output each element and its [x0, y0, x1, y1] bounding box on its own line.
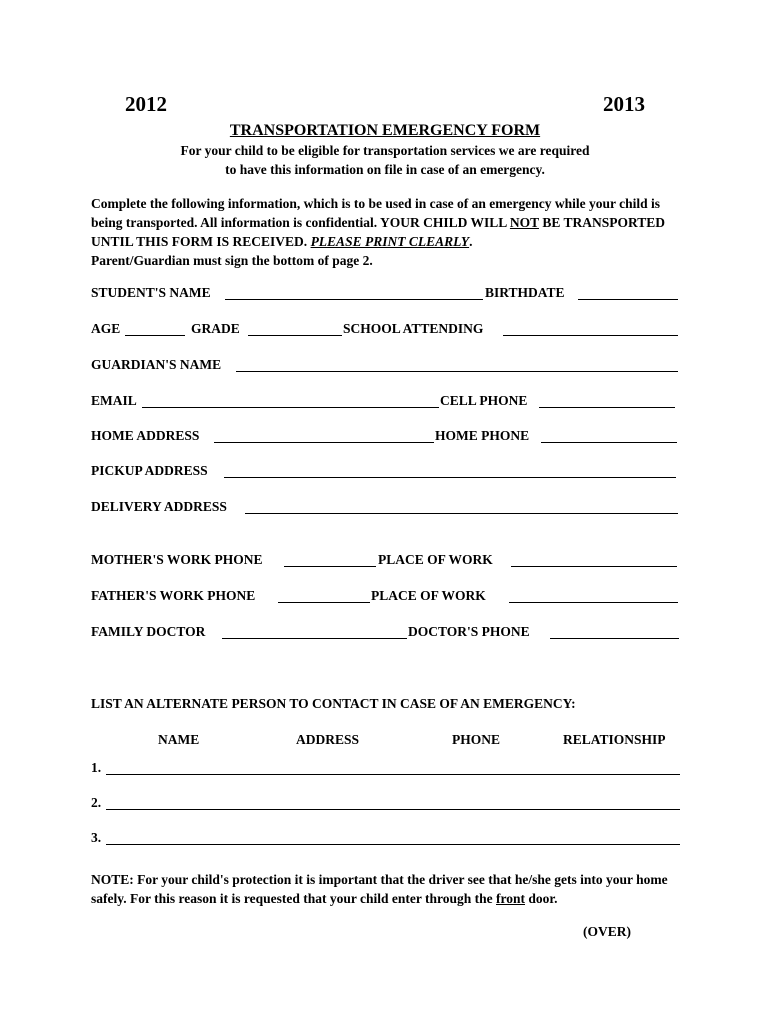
note-front: front — [496, 891, 526, 906]
doctor-phone-label: DOCTOR'S PHONE — [408, 624, 530, 639]
mother-work-phone-label: MOTHER'S WORK PHONE — [91, 552, 263, 567]
student-name-label: STUDENT'S NAME — [91, 285, 211, 300]
alternate-row1-field[interactable] — [106, 774, 680, 775]
note-text1: NOTE: For your child's protection it is important that the driver see that he/she gets into your home safely. For this reason it is requested that your child enter through the — [91, 872, 668, 906]
intro-paragraph — [91, 194, 691, 270]
guardian-name-field[interactable] — [236, 371, 678, 372]
intro-text4: Parent/Guardian must sign the bottom of page 2. — [91, 253, 373, 268]
grade-label: GRADE — [191, 321, 240, 336]
form-title — [0, 122, 770, 140]
note-text2: door. — [525, 891, 558, 906]
year-left: 2012 — [125, 92, 167, 116]
home-phone-label: HOME PHONE — [435, 428, 530, 443]
age-label: AGE — [91, 321, 121, 336]
pickup-address-label: PICKUP ADDRESS — [91, 463, 208, 478]
cell-phone-label: CELL PHONE — [440, 393, 528, 408]
alternate-row1-label: 1. — [91, 760, 102, 775]
father-work-phone-field[interactable] — [278, 602, 370, 603]
intro-not: NOT — [509, 215, 539, 230]
father-work-phone-label: FATHER'S WORK PHONE — [91, 588, 256, 603]
age-field[interactable] — [125, 335, 185, 336]
student-name-field[interactable] — [225, 299, 483, 300]
home-address-label: HOME ADDRESS — [91, 428, 200, 443]
delivery-address-field[interactable] — [245, 513, 678, 514]
alternate-row3-field[interactable] — [106, 844, 680, 845]
grade-field[interactable] — [248, 335, 342, 336]
intro-text3: . — [469, 234, 473, 249]
mother-work-phone-field[interactable] — [284, 566, 376, 567]
alternate-row2-field[interactable] — [106, 809, 680, 810]
subtitle-line1: For your child to be eligible for transportation services we are required — [180, 143, 590, 158]
subtitle-line2: to have this information on file in case of an emergency. — [225, 162, 545, 177]
doctor-phone-field[interactable] — [550, 638, 679, 639]
guardian-name-label: GUARDIAN'S NAME — [91, 357, 222, 372]
alternate-row2-label: 2. — [91, 795, 102, 810]
intro-text1: Complete the following information, which is to be used in case of an emergency while your child is being transported. All information is confidential. YOUR CHILD WILL — [91, 196, 660, 230]
birthdate-label: BIRTHDATE — [485, 285, 565, 300]
col-address-header: ADDRESS — [296, 732, 360, 747]
school-attending-field[interactable] — [503, 335, 678, 336]
home-address-field[interactable] — [214, 442, 434, 443]
note-paragraph — [91, 870, 691, 908]
mother-place-of-work-field[interactable] — [511, 566, 677, 567]
mother-place-of-work-label: PLACE OF WORK — [378, 552, 493, 567]
pickup-address-field[interactable] — [224, 477, 676, 478]
year-right: 2013 — [603, 92, 645, 116]
father-place-of-work-label: PLACE OF WORK — [371, 588, 486, 603]
alternate-row3-label: 3. — [91, 830, 102, 845]
email-field[interactable] — [142, 407, 439, 408]
alternate-heading: LIST AN ALTERNATE PERSON TO CONTACT IN CASE OF AN EMERGENCY: — [91, 696, 576, 711]
school-attending-label: SCHOOL ATTENDING — [343, 321, 484, 336]
form-title-text: TRANSPORTATION EMERGENCY FORM — [229, 122, 541, 139]
col-name-header: NAME — [158, 732, 200, 747]
father-place-of-work-field[interactable] — [509, 602, 678, 603]
family-doctor-field[interactable] — [222, 638, 407, 639]
birthdate-field[interactable] — [578, 299, 678, 300]
delivery-address-label: DELIVERY ADDRESS — [91, 499, 227, 514]
cell-phone-field[interactable] — [539, 407, 675, 408]
intro-print-clearly: PLEASE PRINT CLEARLY — [310, 234, 470, 249]
over-label: (OVER) — [583, 924, 631, 939]
family-doctor-label: FAMILY DOCTOR — [91, 624, 206, 639]
email-label: EMAIL — [91, 393, 137, 408]
intro-text2: BE TRANSPORTED UNTIL THIS FORM IS RECEIVED. — [91, 215, 665, 249]
col-phone-header: PHONE — [452, 732, 501, 747]
home-phone-field[interactable] — [541, 442, 677, 443]
col-relationship-header: RELATIONSHIP — [563, 732, 666, 747]
